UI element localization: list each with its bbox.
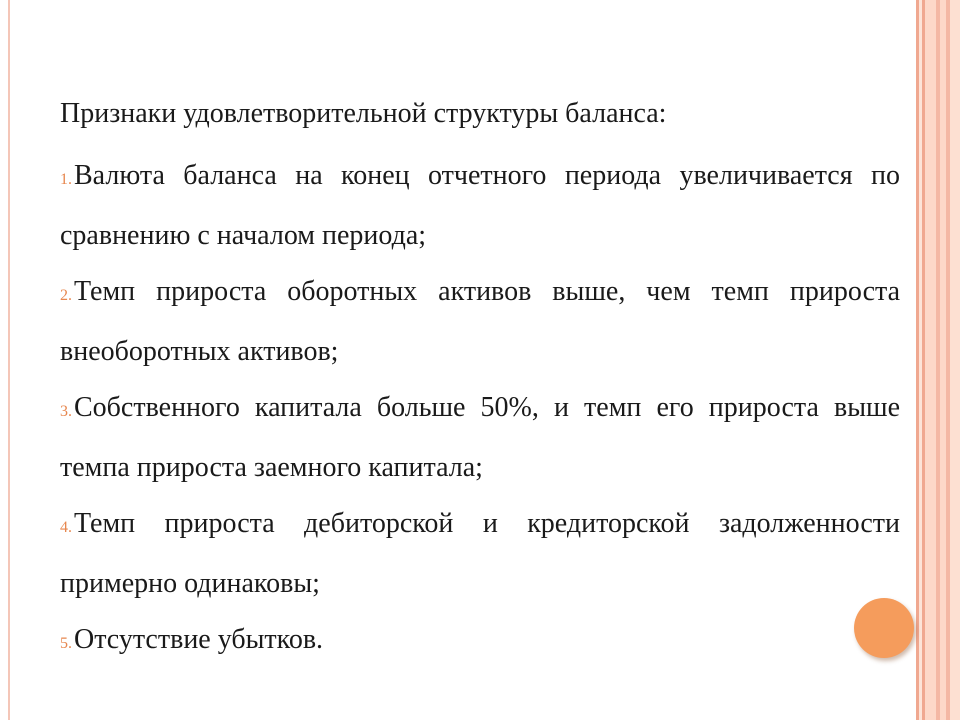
slide-content	[60, 92, 900, 672]
list-item	[60, 264, 900, 380]
right-decorative-stripes	[916, 0, 960, 720]
list-item-text: Собственного капитала больше 50%, и темп его прироста выше темпа прироста заемного капитала;	[60, 392, 900, 483]
decorative-circle	[854, 598, 914, 658]
list-item-number: 2.	[60, 287, 72, 304]
list-item-text: Темп прироста оборотных активов выше, чем темп прироста внеоборотных активов;	[60, 276, 900, 367]
list-item-text: Отсутствие убытков.	[74, 624, 324, 655]
list-item-number: 5.	[60, 635, 72, 652]
list-item-text: Валюта баланса на конец отчетного периода увеличивается по сравнению с началом периода;	[60, 160, 900, 251]
left-border-line	[8, 0, 10, 720]
list-item-number: 4.	[60, 519, 72, 536]
list-item-text: Темп прироста дебиторской и кредиторской задолженности примерно одинаковы;	[60, 508, 900, 599]
list-item	[60, 612, 900, 672]
list-item	[60, 148, 900, 264]
slide-heading: Признаки удовлетворительной структуры баланса:	[60, 98, 667, 129]
list-item	[60, 496, 900, 612]
criteria-list	[60, 148, 900, 672]
list-item	[60, 380, 900, 496]
list-item-number: 3.	[60, 403, 72, 420]
list-item-number: 1.	[60, 171, 72, 188]
